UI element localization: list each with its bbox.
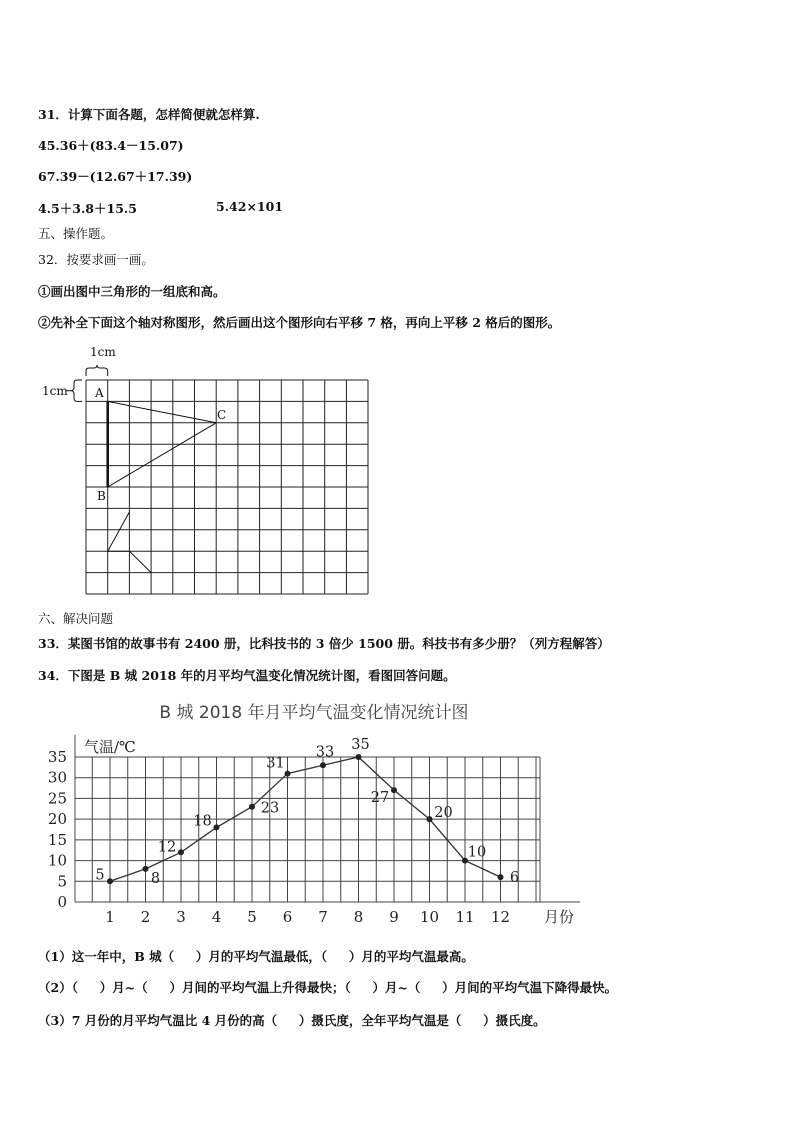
q31-expression-4: 5.42×101 [216,199,284,214]
y-tick-label: 35 [47,748,67,766]
q31-expression-2: 67.39－(12.67＋17.39) [38,169,193,184]
q32-task-2: ②先补全下面这个轴对称图形，然后画出这个图形向右平移 7 格，再向上平移 2 格后的图形。 [38,315,561,330]
x-tick-label: 6 [282,908,293,926]
data-label: 27 [370,790,390,807]
x-tick-label: 1 [105,908,115,926]
y-tick-label: 20 [47,810,67,829]
data-label: 35 [351,737,370,753]
data-point [356,754,362,760]
y-tick-label: 5 [57,872,67,891]
data-label: 18 [193,813,212,830]
x-axis-label: 月份 [544,908,575,926]
y-tick-label: 0 [57,893,67,911]
data-label: 20 [434,805,453,822]
data-point [143,866,149,872]
y-tick-label: 10 [47,851,67,870]
data-point [214,824,220,830]
scale-label-left: 1cm [42,384,68,398]
chart-title: B 城 2018 年月平均气温变化情况统计图 [159,703,469,723]
q31-title: 31．计算下面各题，怎样简便就怎样算. [38,107,260,122]
data-labels [95,737,519,887]
x-tick-label: 12 [490,908,511,926]
x-tick-label: 5 [247,908,257,926]
data-point [391,787,397,793]
y-tick-label: 15 [47,830,67,849]
data-label: 12 [157,839,177,856]
y-axis-label: 气温/℃ [84,738,136,756]
x-tick-label: 8 [353,908,364,926]
data-point [107,878,113,884]
y-tick-label: 25 [47,789,67,808]
x-tick-label: 11 [455,908,475,926]
x-tick-label: 7 [318,908,328,926]
data-point [285,771,291,777]
y-tick-label: 30 [47,768,67,787]
x-tick-label: 4 [211,908,222,926]
data-label: 23 [260,800,280,817]
q32-title: 32．按要求画一画。 [38,252,154,267]
data-point [498,874,504,880]
x-tick-label: 9 [389,908,399,926]
data-label: 8 [150,870,161,887]
data-point [178,849,184,855]
point-c-label: C [217,408,227,422]
point-a-label: A [95,386,104,400]
y-tick-labels [48,748,67,911]
data-label: 6 [509,870,520,887]
q32-task-1: ①画出图中三角形的一组底和高。 [38,284,226,299]
q31-expression-1: 45.36＋(83.4－15.07) [38,138,184,153]
data-point [249,804,255,810]
x-tick-label: 3 [176,908,186,926]
x-tick-label: 10 [419,908,440,926]
data-label: 5 [95,867,105,884]
data-label: 33 [315,744,335,761]
q34-sub-1: （1）这一年中，B 城（ ）月的平均气温最低，（ ）月的平均气温最高。 [38,949,474,964]
data-point [427,816,433,822]
q34-sub-2: （2）（ ）月~（ ）月间的平均气温上升得最快；（ ）月~（ ）月间的平均气温下降得最快。 [38,980,618,995]
x-tick-label: 2 [140,908,151,926]
scale-label-top: 1cm [90,345,116,359]
point-b-label: B [97,489,106,503]
q34-text: 34．下图是 B 城 2018 年的月平均气温变化情况统计图，看图回答问题。 [38,668,456,683]
q34-sub-3: （3）7 月份的月平均气温比 4 月份的高（ ）摄氏度，全年平均气温是（ ）摄氏度。 [38,1013,546,1028]
q33-text: 33．某图书馆的故事书有 2400 册，比科技书的 3 倍少 1500 册。科技书有多少册？（列方程解答） [38,636,610,651]
data-label: 10 [467,844,487,861]
q31-expression-3: 4.5＋3.8＋15.5 [38,201,137,216]
data-point [320,762,326,768]
data-label: 31 [266,755,285,772]
section-5-heading: 五、操作题。 [38,226,114,241]
section-6-heading: 六、解决问题 [38,611,114,626]
x-tick-labels [105,908,510,926]
